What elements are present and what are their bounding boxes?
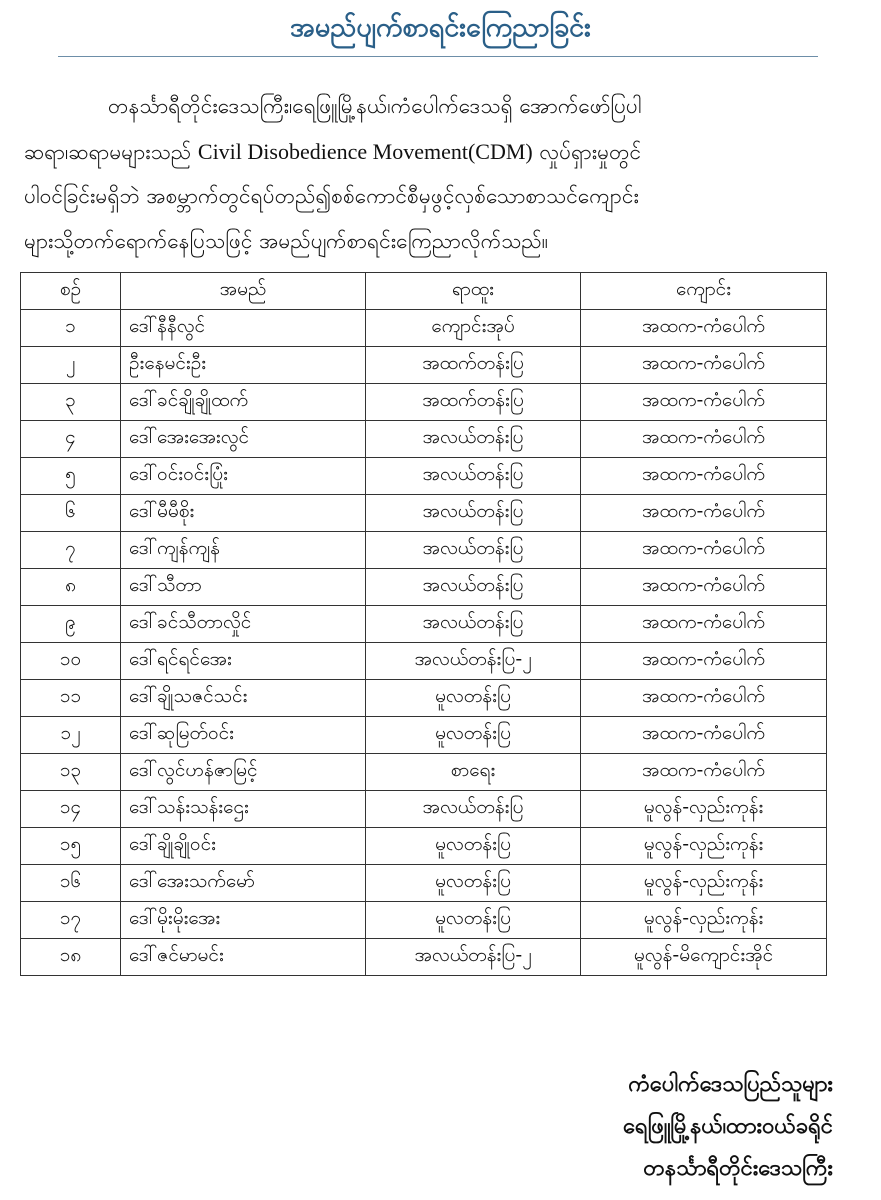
cell-position: မူလတန်းပြ <box>366 680 581 717</box>
table-row <box>21 532 827 569</box>
intro-line-2-end: လှုပ်ရှားမှုတွင် <box>532 140 642 164</box>
cell-position: အလယ်တန်းပြ <box>366 421 581 458</box>
table-row <box>21 643 827 680</box>
intro-line-2-start: ဆရာ၊ဆရာမများသည် <box>24 140 198 164</box>
intro-line-1: တနင်္သာရီတိုင်းဒေသကြီး၊ရေဖြူမြို့နယ်၊ကံပေါက်ဒေသရှိ အောက်ဖော်ပြပါ <box>108 94 642 118</box>
cell-school: အထက-ကံပေါက် <box>581 347 827 384</box>
signature-line-2: ရေဖြူမြို့နယ်၊ထားဝယ်ခရိုင် <box>623 1114 833 1139</box>
cell-name: ဒေါ်လွင်ဟန်ဇာမြင့် <box>121 754 366 791</box>
cell-number: ၁၃ <box>21 754 121 791</box>
table-row <box>21 717 827 754</box>
cell-number: ၁၅ <box>21 828 121 865</box>
signature-block <box>623 1064 833 1190</box>
table-row <box>21 569 827 606</box>
table-row <box>21 347 827 384</box>
table-row <box>21 865 827 902</box>
cell-position: ကျောင်းအုပ် <box>366 310 581 347</box>
cell-name: ဒေါ်အေးအေးလွင် <box>121 421 366 458</box>
cell-school: အထက-ကံပေါက် <box>581 495 827 532</box>
cell-number: ၅ <box>21 458 121 495</box>
table-row <box>21 754 827 791</box>
cell-school: မူလွန်-လှည်းကုန်း <box>581 865 827 902</box>
cell-number: ၆ <box>21 495 121 532</box>
cell-position: အလယ်တန်းပြ-၂ <box>366 643 581 680</box>
cell-number: ၁၁ <box>21 680 121 717</box>
signature-line-1: ကံပေါက်ဒေသပြည်သူများ <box>628 1072 833 1097</box>
intro-paragraph <box>24 84 854 264</box>
cell-name: ဒေါ်ဇင်မာမင်း <box>121 939 366 976</box>
cell-name: ဦးနေမင်းဦး <box>121 347 366 384</box>
table-body <box>21 310 827 976</box>
cell-name: ဒေါ်ခင်ချိုချိုထက် <box>121 384 366 421</box>
cell-number: ၄ <box>21 421 121 458</box>
intro-line-2 <box>24 129 854 174</box>
cell-school: မူလွန်-မိကျောင်းအိုင် <box>581 939 827 976</box>
cell-position: မူလတန်းပြ <box>366 717 581 754</box>
cell-school: အထက-ကံပေါက် <box>581 458 827 495</box>
intro-line-3: ပါဝင်ခြင်းမရှိဘဲ အစမ္ဘာက်တွင်ရပ်တည်၍စစ်ကောင်စီမှဖွင့်လှစ်သောစာသင်ကျောင်း <box>24 184 639 208</box>
header-school: ကျောင်း <box>581 273 827 310</box>
cell-position: မူလတန်းပြ <box>366 902 581 939</box>
cell-school: မူလွန်-လှည်းကုန်း <box>581 902 827 939</box>
cell-name: ဒေါ်ကျန်ကျန် <box>121 532 366 569</box>
cell-position: အလယ်တန်းပြ <box>366 606 581 643</box>
table-row <box>21 495 827 532</box>
table-row <box>21 791 827 828</box>
intro-line-4: များသို့တက်ရောက်နေပြသဖြင့် အမည်ပျက်စာရင်းကြေညာလိုက်သည်။ <box>24 229 549 253</box>
cell-name: ဒေါ်ချိုချိုဝင်း <box>121 828 366 865</box>
table-row <box>21 939 827 976</box>
title-divider <box>58 56 818 57</box>
cell-number: ၁၇ <box>21 902 121 939</box>
page-title: အမည်ပျက်စာရင်းကြေညာခြင်း <box>290 12 591 43</box>
cell-position: အလယ်တန်းပြ <box>366 495 581 532</box>
header-name: အမည် <box>121 273 366 310</box>
cell-number: ၁၄ <box>21 791 121 828</box>
cell-position: အလယ်တန်းပြ-၂ <box>366 939 581 976</box>
cell-name: ဒေါ်ဝင်းဝင်းပြုံး <box>121 458 366 495</box>
cell-position: မူလတန်းပြ <box>366 865 581 902</box>
cell-school: မူလွန်-လှည်းကုန်း <box>581 791 827 828</box>
cell-school: အထက-ကံပေါက် <box>581 384 827 421</box>
table-row <box>21 902 827 939</box>
cell-number: ၁၂ <box>21 717 121 754</box>
cell-position: အလယ်တန်းပြ <box>366 532 581 569</box>
table-row <box>21 310 827 347</box>
cell-school: အထက-ကံပေါက် <box>581 717 827 754</box>
cell-school: အထက-ကံပေါက် <box>581 421 827 458</box>
cell-name: ဒေါ်ချိုသဇင်သင်း <box>121 680 366 717</box>
cell-name: ဒေါ်ခင်သီတာလှိုင် <box>121 606 366 643</box>
table-row <box>21 828 827 865</box>
cell-number: ၂ <box>21 347 121 384</box>
table-row <box>21 384 827 421</box>
cell-school: အထက-ကံပေါက် <box>581 754 827 791</box>
cell-position: အလယ်တန်းပြ <box>366 791 581 828</box>
blacklist-table <box>20 272 827 976</box>
table-row <box>21 606 827 643</box>
cell-school: မူလွန်-လှည်းကုန်း <box>581 828 827 865</box>
cell-position: အလယ်တန်းပြ <box>366 458 581 495</box>
cell-number: ၁၆ <box>21 865 121 902</box>
cell-number: ၃ <box>21 384 121 421</box>
cell-number: ၉ <box>21 606 121 643</box>
table-row <box>21 458 827 495</box>
cell-position: အလယ်တန်းပြ <box>366 569 581 606</box>
table-row <box>21 421 827 458</box>
header-number: စဉ် <box>21 273 121 310</box>
cell-name: ဒေါ်ရင်ရင်အေး <box>121 643 366 680</box>
cell-name: ဒေါ်နီနီလွင် <box>121 310 366 347</box>
cell-school: အထက-ကံပေါက် <box>581 310 827 347</box>
cell-number: ၁၀ <box>21 643 121 680</box>
cell-position: မူလတန်းပြ <box>366 828 581 865</box>
cell-school: အထက-ကံပေါက် <box>581 680 827 717</box>
header-position: ရာထူး <box>366 273 581 310</box>
cell-name: ဒေါ်ဆုမြတ်ဝင်း <box>121 717 366 754</box>
cell-position: စာရေး <box>366 754 581 791</box>
table-header-row <box>21 273 827 310</box>
signature-line-3: တနင်္သာရီတိုင်းဒေသကြီး <box>643 1156 833 1181</box>
cell-name: ဒေါ်အေးသက်မော် <box>121 865 366 902</box>
cell-school: အထက-ကံပေါက် <box>581 569 827 606</box>
table-row <box>21 680 827 717</box>
cell-position: အထက်တန်းပြ <box>366 384 581 421</box>
cell-number: ၁၈ <box>21 939 121 976</box>
cell-name: ဒေါ်သီတာ <box>121 569 366 606</box>
cell-number: ၈ <box>21 569 121 606</box>
cell-school: အထက-ကံပေါက် <box>581 643 827 680</box>
cell-name: ဒေါ်မီမီစိုး <box>121 495 366 532</box>
cell-number: ၇ <box>21 532 121 569</box>
cell-school: အထက-ကံပေါက် <box>581 606 827 643</box>
cell-number: ၁ <box>21 310 121 347</box>
cell-school: အထက-ကံပေါက် <box>581 532 827 569</box>
cell-name: ဒေါ်မိုးမိုးအေး <box>121 902 366 939</box>
cell-position: အထက်တန်းပြ <box>366 347 581 384</box>
cell-name: ဒေါ်သန်းသန်းဌေး <box>121 791 366 828</box>
intro-cdm-text: Civil Disobedience Movement(CDM) <box>197 139 533 164</box>
